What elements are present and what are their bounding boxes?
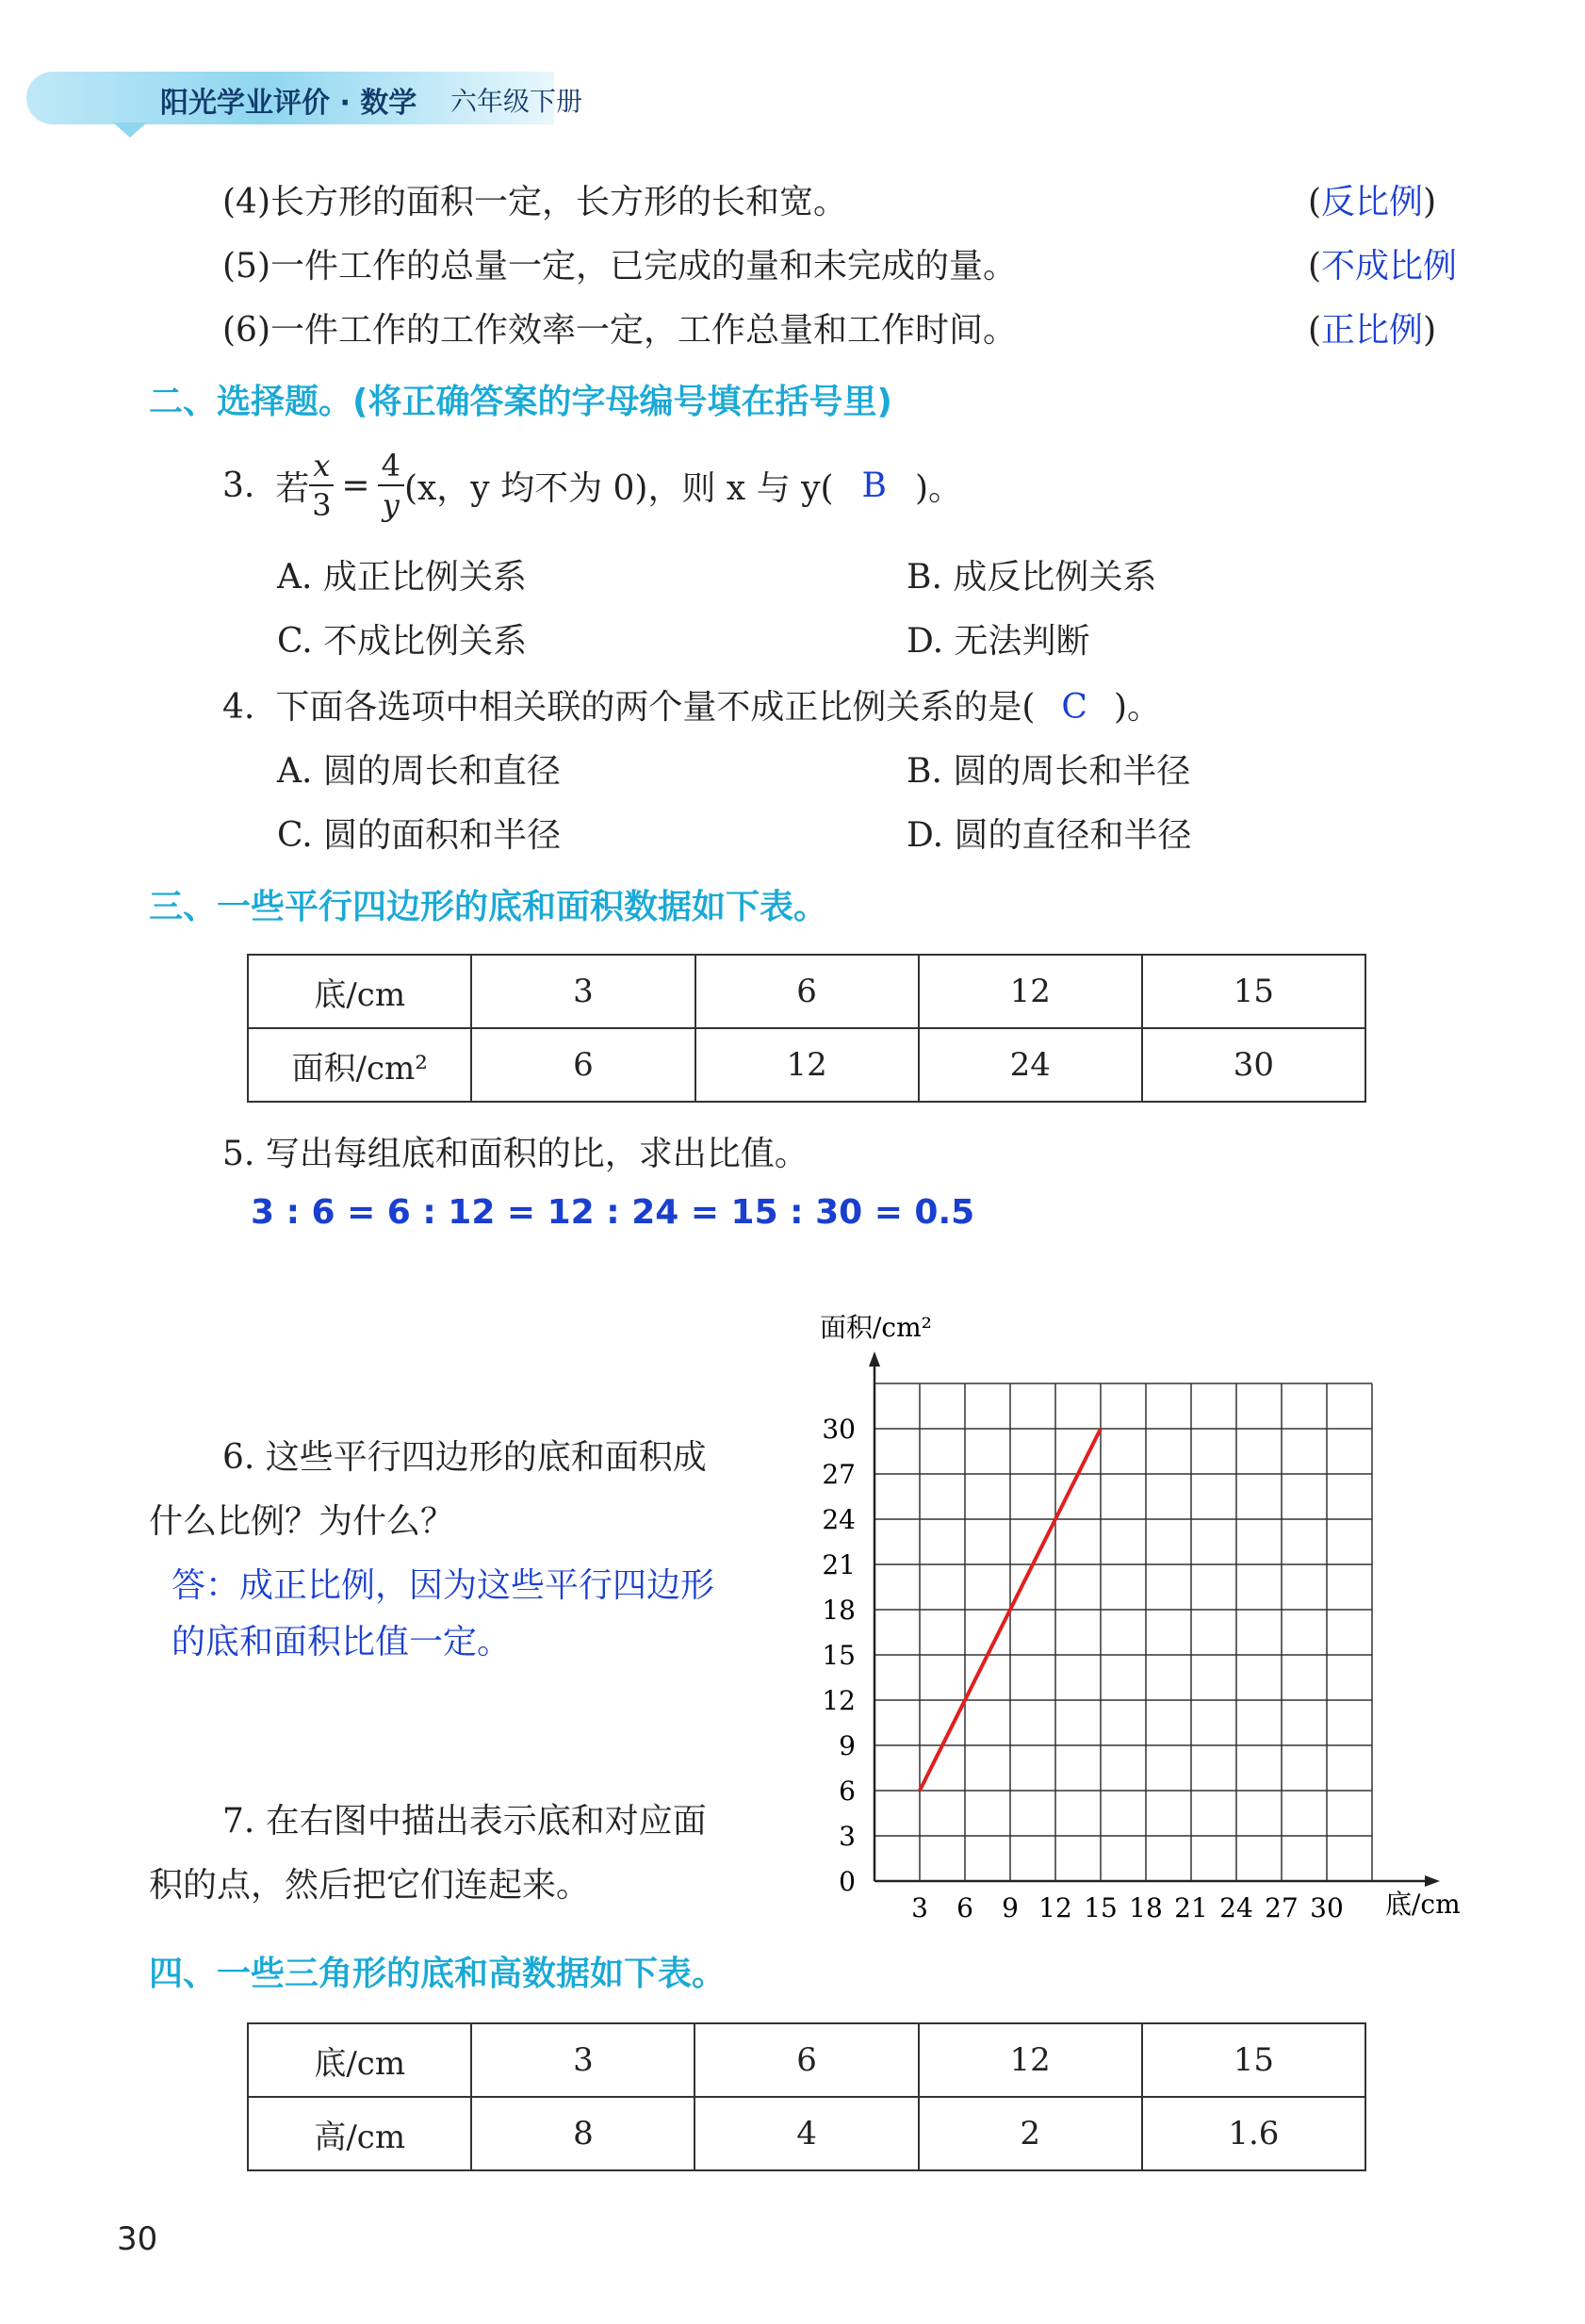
paren: (: [1308, 247, 1322, 286]
x-tick-label: 15: [1084, 1892, 1118, 1923]
answer-6: [1308, 303, 1436, 352]
item-5: [222, 239, 1017, 287]
q4-option-d: D. 圆的直径和半径: [907, 816, 1192, 855]
q4-end: )。: [1113, 688, 1161, 727]
q3-option-c: C. 不成比例关系: [277, 622, 528, 661]
frac-den: y: [382, 487, 400, 523]
y-tick-label: 9: [839, 1730, 856, 1761]
table-cell: 6: [695, 955, 919, 1028]
item-text: 一件工作的总量一定，已完成的量和未完成的量。: [270, 247, 1018, 286]
table-cell: 24: [919, 1028, 1142, 1102]
book-title: 阳光学业评价 · 数学: [160, 87, 417, 120]
parallelogram-table: [247, 954, 1366, 1103]
header-notch: [113, 123, 147, 138]
x-axis-arrow-icon: [1425, 1875, 1440, 1887]
question-6-line1: 6. 这些平行四边形的底和面积成: [222, 1438, 707, 1477]
section-3-title: 三、一些平行四边形的底和面积数据如下表。: [149, 888, 828, 926]
question-3: [222, 448, 963, 523]
q5-answer: 3 : 6 = 6 : 12 = 12 : 24 = 15 : 30 = 0.5: [251, 1193, 975, 1232]
question-7-line2: 积的点，然后把它们连起来。: [149, 1866, 591, 1905]
question-5: 5. 写出每组底和面积的比，求出比值。: [222, 1135, 809, 1173]
y-tick-label: 6: [839, 1776, 856, 1807]
paren: ): [1423, 183, 1437, 221]
q3-answer: B: [861, 466, 887, 505]
frac-den: 3: [312, 487, 332, 523]
fraction-x-over-3: [309, 448, 334, 523]
x-tick-label: 6: [956, 1892, 973, 1923]
q3-suffix: (x，y 均不为 0)，则 x 与 y(: [403, 468, 834, 508]
table-cell-label: 面积/cm²: [248, 1028, 471, 1102]
table-row: [248, 2097, 1365, 2170]
chart-grid: [874, 1383, 1372, 1881]
y-tick-label: 21: [822, 1549, 856, 1580]
table-row: [248, 1028, 1365, 1102]
x-tick-label: 21: [1174, 1892, 1208, 1923]
question-7-line1: 7. 在右图中描出表示底和对应面: [222, 1802, 707, 1841]
q3-eq: =: [341, 466, 370, 505]
item-text: 长方形的面积一定，长方形的长和宽。: [270, 183, 848, 221]
q4-option-c: C. 圆的面积和半径: [277, 816, 562, 855]
table-cell: 12: [919, 955, 1142, 1028]
x-axis-label: 底/cm: [1385, 1889, 1461, 1920]
q4-answer: C: [1061, 688, 1087, 727]
item-num: (5): [222, 247, 270, 286]
table-cell: 12: [695, 1028, 919, 1102]
y-tick-labels: [822, 1414, 856, 1897]
paren: (: [1308, 311, 1322, 350]
q4-text: 下面各选项中相关联的两个量不成正比例关系的是(: [275, 688, 1036, 727]
table-cell: 8: [471, 2097, 694, 2170]
x-tick-label: 12: [1038, 1892, 1072, 1923]
item-4: [222, 175, 847, 223]
frac-num: x: [309, 450, 334, 486]
x-tick-label: 30: [1310, 1892, 1344, 1923]
y-axis-label: 面积/cm²: [820, 1312, 932, 1343]
answer-4: [1308, 175, 1436, 223]
y-tick-label: 0: [839, 1866, 856, 1897]
table-cell: 6: [471, 1028, 694, 1102]
answer-text: 正比例: [1321, 311, 1424, 350]
table-cell: 1.6: [1142, 2097, 1365, 2170]
q6-answer-line2: 的底和面积比值一定。: [172, 1623, 512, 1661]
x-tick-labels: [911, 1892, 1344, 1923]
table-cell: 15: [1142, 955, 1365, 1028]
q3-option-a: A. 成正比例关系: [277, 558, 527, 597]
q6-answer-line1: 答：成正比例，因为这些平行四边形: [172, 1566, 715, 1605]
answer-text: 反比例: [1321, 183, 1424, 221]
table-row: [248, 2023, 1365, 2097]
answer-text: 不成比例: [1321, 247, 1458, 286]
item-num: (6): [222, 311, 270, 350]
y-tick-label: 12: [822, 1685, 856, 1716]
table-cell: 4: [694, 2097, 918, 2170]
y-tick-label: 15: [822, 1640, 856, 1671]
table-cell: 3: [471, 955, 694, 1028]
y-tick-label: 30: [822, 1414, 856, 1445]
section-4-title: 四、一些三角形的底和高数据如下表。: [149, 1955, 727, 1993]
y-tick-label: 3: [839, 1821, 856, 1852]
table-cell-label: 底/cm: [248, 2023, 471, 2097]
table-cell: 12: [919, 2023, 1142, 2097]
q4-num: 4.: [222, 688, 255, 727]
paren: (: [1308, 183, 1322, 221]
y-tick-label: 24: [822, 1504, 856, 1535]
x-tick-label: 27: [1265, 1892, 1299, 1923]
q3-end: )。: [914, 468, 963, 508]
question-6-line2: 什么比例？为什么？: [149, 1502, 455, 1541]
book-grade: 六年级下册: [450, 86, 583, 117]
q4-option-b: B. 圆的周长和半径: [907, 752, 1191, 791]
table-cell-label: 底/cm: [248, 955, 471, 1028]
frac-num: 4: [378, 450, 404, 486]
x-tick-label: 9: [1002, 1892, 1019, 1923]
page-number: 30: [117, 2220, 158, 2258]
answer-5: [1308, 239, 1457, 287]
fraction-4-over-y: [378, 448, 404, 523]
y-axis-arrow-icon: [869, 1351, 880, 1367]
table-cell: 2: [919, 2097, 1142, 2170]
section-2-title: 二、选择题。(将正确答案的字母编号填在括号里): [149, 383, 892, 421]
table-cell: 6: [694, 2023, 918, 2097]
table-cell: 15: [1142, 2023, 1365, 2097]
q4-option-a: A. 圆的周长和直径: [277, 752, 561, 791]
paren: ): [1423, 311, 1437, 350]
table-cell-label: 高/cm: [248, 2097, 471, 2170]
table-cell: 30: [1142, 1028, 1365, 1102]
x-tick-label: 3: [911, 1892, 928, 1923]
q3-option-b: B. 成反比例关系: [907, 558, 1157, 597]
item-text: 一件工作的工作效率一定，工作总量和工作时间。: [270, 311, 1018, 350]
q3-num: 3.: [222, 466, 255, 505]
question-4: [222, 680, 1161, 728]
q3-prefix: 若: [275, 468, 310, 508]
triangle-table: [247, 2022, 1366, 2171]
table-row: [248, 955, 1365, 1028]
q3-option-d: D. 无法判断: [907, 622, 1090, 661]
item-num: (4): [222, 183, 270, 221]
table-cell: 3: [471, 2023, 694, 2097]
x-tick-label: 24: [1219, 1892, 1253, 1923]
y-tick-label: 18: [822, 1595, 856, 1626]
item-6: [222, 303, 1017, 352]
area-vs-base-chart: [792, 1301, 1489, 1941]
x-tick-label: 18: [1129, 1892, 1163, 1923]
y-tick-label: 27: [822, 1459, 856, 1490]
